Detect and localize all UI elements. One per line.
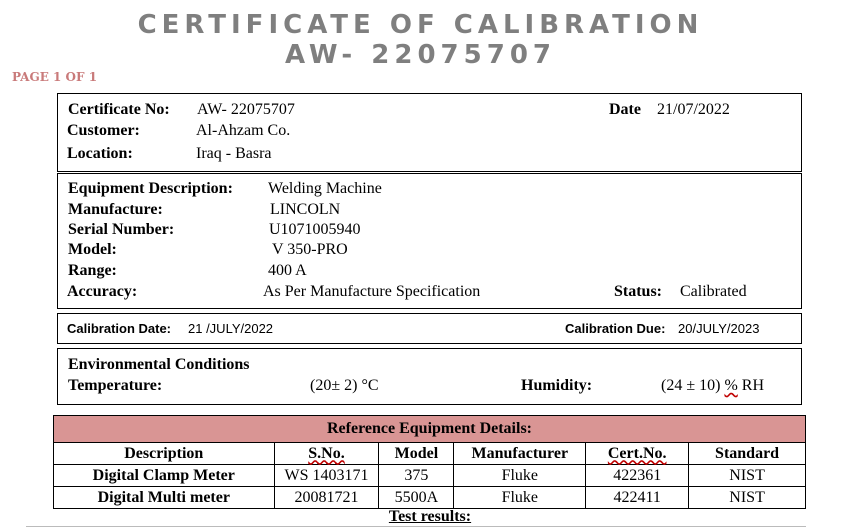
date-label: Date xyxy=(609,101,641,118)
cell-model: 375 xyxy=(379,465,454,487)
status-value: Calibrated xyxy=(680,283,747,300)
humidity-label: Humidity: xyxy=(521,377,593,394)
cell-model: 5500A xyxy=(379,487,454,509)
range-value: 400 A xyxy=(268,262,307,279)
cell-description: Digital Clamp Meter xyxy=(54,465,275,487)
environment-box xyxy=(57,348,802,405)
serial-value: U1071005940 xyxy=(269,221,361,238)
manufacture-value: LINCOLN xyxy=(270,201,341,218)
calibration-dates-box xyxy=(57,313,802,344)
calibration-date-value: 21 /JULY/2022 xyxy=(188,321,274,336)
page-divider xyxy=(26,526,806,527)
temperature-value: (20± 2) °C xyxy=(310,377,379,394)
cell-manufacturer: Fluke xyxy=(454,465,586,487)
cell-standard: NIST xyxy=(689,465,806,487)
temperature-label: Temperature: xyxy=(68,377,163,394)
col-header-manufacturer: Manufacturer xyxy=(454,443,586,465)
col-header-sno: S.No. xyxy=(274,443,379,465)
location-value: Iraq - Basra xyxy=(196,145,272,162)
humidity-range: (24 ± 10) xyxy=(661,377,725,394)
col-header-certno: Cert.No. xyxy=(586,443,689,465)
serial-label: Serial Number: xyxy=(68,221,175,238)
environment-heading: Environmental Conditions xyxy=(68,356,250,373)
equipment-description-label: Equipment Description: xyxy=(68,180,233,197)
humidity-percent: % xyxy=(724,377,738,394)
cell-certno: 422411 xyxy=(586,487,689,509)
reference-equipment-table xyxy=(53,415,806,509)
calibration-due-value: 20/JULY/2023 xyxy=(678,321,760,336)
calibration-due-label: Calibration Due: xyxy=(565,321,666,336)
cell-certno: 422361 xyxy=(586,465,689,487)
table-row xyxy=(54,487,806,509)
model-value: V 350-PRO xyxy=(272,241,348,258)
cell-sno: 20081721 xyxy=(274,487,379,509)
table-header-row xyxy=(54,443,806,465)
calibration-date-label: Calibration Date: xyxy=(67,321,172,336)
humidity-value xyxy=(661,376,764,396)
cell-standard: NIST xyxy=(689,487,806,509)
col-header-standard: Standard xyxy=(689,443,806,465)
reference-heading: Reference Equipment Details: xyxy=(54,416,806,443)
table-heading-row xyxy=(54,416,806,443)
range-label: Range: xyxy=(68,262,117,279)
equipment-box xyxy=(57,173,802,309)
humidity-rh: RH xyxy=(737,377,764,394)
test-results-heading: Test results: xyxy=(388,508,472,525)
col-header-model: Model xyxy=(379,443,454,465)
customer-label: Customer: xyxy=(67,122,140,139)
certificate-info-box xyxy=(57,93,802,172)
model-label: Model: xyxy=(68,241,117,258)
cert-no-value: AW- 22075707 xyxy=(197,101,295,118)
accuracy-value: As Per Manufacture Specification xyxy=(263,283,481,300)
status-label: Status: xyxy=(614,283,663,300)
location-label: Location: xyxy=(67,145,133,162)
equipment-description-value: Welding Machine xyxy=(268,180,382,197)
certificate-number-title: AW- 22075707 xyxy=(284,40,557,70)
manufacture-label: Manufacture: xyxy=(68,201,163,218)
date-value: 21/07/2022 xyxy=(657,101,730,118)
col-header-description: Description xyxy=(54,443,275,465)
certificate-title: CERTIFICATE OF CALIBRATION xyxy=(137,10,704,40)
cell-description: Digital Multi meter xyxy=(54,487,275,509)
table-row xyxy=(54,465,806,487)
accuracy-label: Accuracy: xyxy=(67,283,138,300)
cell-manufacturer: Fluke xyxy=(454,487,586,509)
cert-no-label: Certificate No: xyxy=(68,101,170,118)
customer-value: Al-Ahzam Co. xyxy=(196,122,291,139)
page-indicator: PAGE 1 OF 1 xyxy=(12,70,98,84)
cell-sno: WS 1403171 xyxy=(274,465,379,487)
